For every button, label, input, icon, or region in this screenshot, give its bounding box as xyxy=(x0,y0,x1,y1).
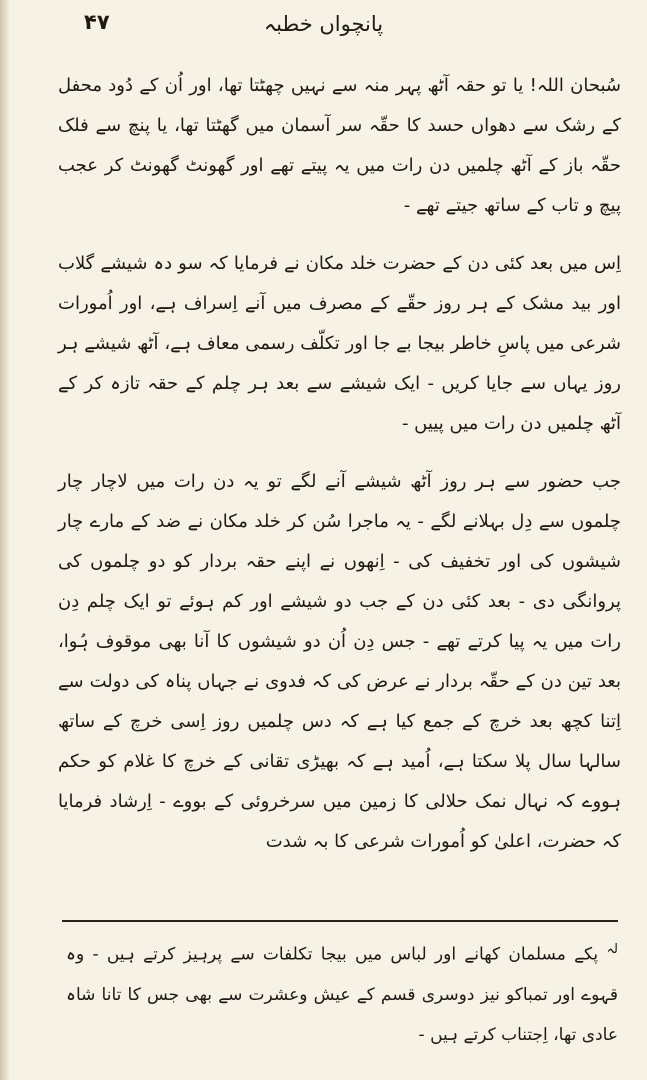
paragraph: سُبحان اللہ! یا تو حقہ آٹھ پہر منہ سے نہیں چھٹتا تھا، اور اُن کے دُود محفل کے رشک سے دھواں حسد کا حقّہ سر آسمان میں گھٹتا تھا، یا پنچ سے فلک حقّہ باز کے آٹھ چلمیں دن رات میں یہ پیتے تھے اور گھونٹ گھونٹ کر عجب پیچ و تاب کے ساتھ جیتے تھے - xyxy=(58,75,621,216)
footnote-marker: لہ xyxy=(606,942,619,957)
footnote-text: پکے مسلمان کھانے اور لباس میں بیجا تکلفات سے پرہیز کرتے ہیں - وہ قہوے اور تمباکو نیز دوسری قسم کے عیش وعشرت سے بھی جس کا تانا شاہ عادی تھا، اِجتناب کرتے ہیں - xyxy=(66,944,618,1045)
running-header-title: پانچواں خطبہ xyxy=(263,12,384,36)
paragraph: جب حضور سے ہر روز آٹھ شیشے آنے لگے تو یہ دن رات میں لاچار چار چلموں سے دِل بہلانے لگے - یہ ماجرا سُن کر خلد مکان نے ضد کے مارے چار شیشوں کی اور تخفیف کی - اِنھوں نے اپنے حقہ بردار کو دو چلموں کی پروانگی دی - بعد کئی دن کے جب دو شیشے اور کم ہوئے تو ایک چلم دِن رات میں یہ پیا کرتے تھے - جس دِن اُن دو شیشوں کا آنا بھی موقوف ہُوا، بعد تین دن کے حقّہ بردار نے عرض کی کہ فدوی نے جہاں پناہ کی دولت سے اِتنا کچھ بعد خرچ کے جمع کیا ہے کہ دس چلمیں روز اِسی خرچ کے ساتھ سالہا سال پلا سکتا ہے، اُمید ہے کہ بھیڑی تقانی کے خرچ کا غلام کو حکم ہووے کہ نہال نمک حلالی کا زمین میں سرخروئی کے بووے - اِرشاد فرمایا کہ حضرت، اعلیٰ کو اُمورات شرعی کا بہ شدت xyxy=(58,471,621,852)
paragraph: اِس میں بعد کئی دن کے حضرت خلد مکان نے فرمایا کہ سو دہ شیشے گلاب اور بید مشک کے ہر روز حقّے کے مصرف میں آنے اِسراف ہے، اور اُمورات شرعی میں پاسِ خاطر بیجا بے جا اور تکلّف رسمی معاف ہے، آٹھ شیشے ہر روز یہاں سے جایا کریں - ایک شیشے سے بعد ہر چلم کے حقہ تازہ کر کے آٹھ چلمیں دن رات میں پییں - xyxy=(58,253,621,434)
main-text xyxy=(58,66,621,880)
page-number: ۴۷ xyxy=(84,10,110,34)
footnote xyxy=(66,930,618,1055)
page-edge-shadow xyxy=(0,0,10,1080)
footnote-divider xyxy=(62,920,618,922)
